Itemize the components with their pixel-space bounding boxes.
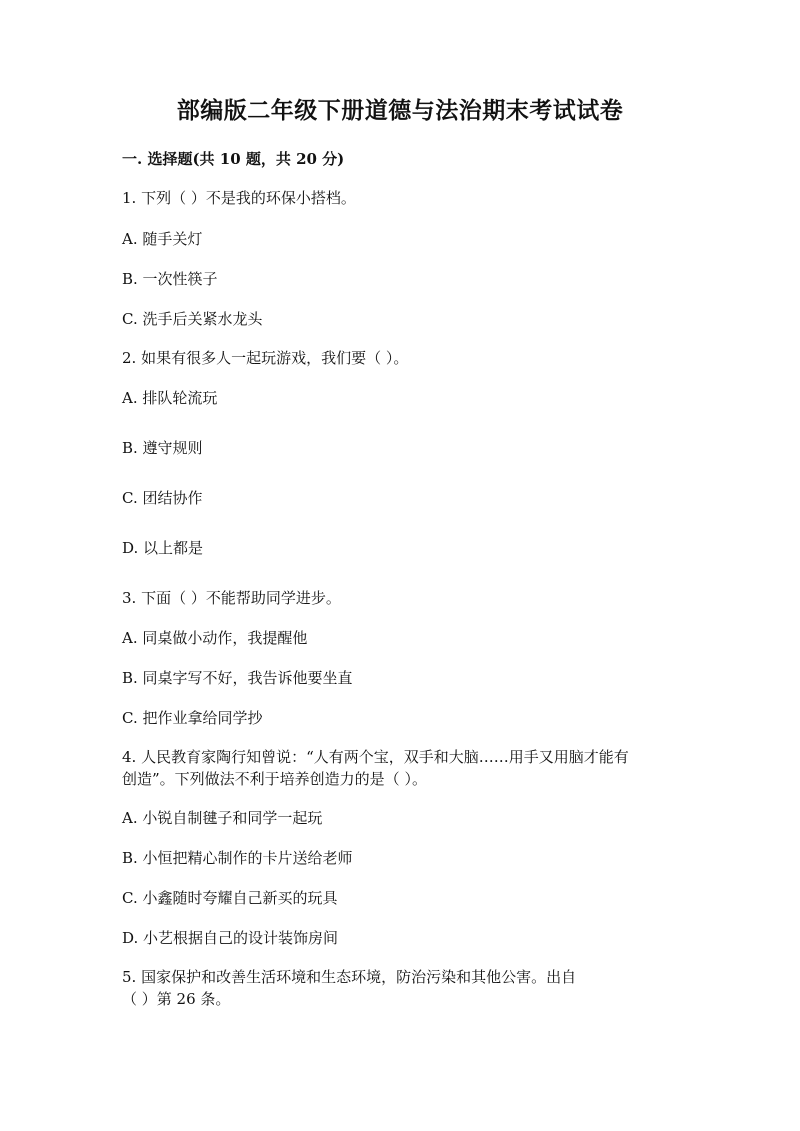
question-5-stem-line-2: （ ）第 26 条。: [122, 990, 231, 1008]
question-4-option-c: C. 小鑫随时夸耀自己新买的玩具: [122, 889, 338, 907]
question-2-option-c: C. 团结协作: [122, 489, 203, 507]
question-2-option-b: B. 遵守规则: [122, 439, 203, 457]
question-2-option-a: A. 排队轮流玩: [122, 389, 218, 407]
question-3-option-c: C. 把作业拿给同学抄: [122, 709, 263, 727]
question-1-option-a: A. 随手关灯: [122, 230, 203, 248]
page-title: 部编版二年级下册道德与法治期末考试试卷: [176, 97, 624, 124]
question-1-option-c: C. 洗手后关紧水龙头: [122, 310, 263, 328]
question-4-stem-line-2: 创造”。下列做法不利于培养创造力的是（ ）。: [122, 770, 427, 788]
question-4-option-d: D. 小艺根据自己的设计装饰房间: [122, 929, 339, 947]
question-3-stem: 3. 下面（ ）不能帮助同学进步。: [122, 589, 341, 607]
question-4-stem-line-1: 4. 人民教育家陶行知曾说：“人有两个宝，双手和大脑……用手又用脑才能有: [122, 748, 629, 766]
question-2-option-d: D. 以上都是: [122, 539, 204, 557]
question-2-stem: 2. 如果有很多人一起玩游戏，我们要（ ）。: [122, 349, 409, 367]
question-5-stem-line-1: 5. 国家保护和改善生活环境和生态环境，防治污染和其他公害。出自: [122, 968, 577, 986]
question-4-option-b: B. 小恒把精心制作的卡片送给老师: [122, 849, 353, 867]
question-1-stem: 1. 下列（ ）不是我的环保小搭档。: [122, 189, 356, 207]
section-heading: 一. 选择题(共 10 题，共 20 分): [122, 150, 345, 168]
question-1-option-b: B. 一次性筷子: [122, 270, 218, 288]
question-3-option-b: B. 同桌字写不好，我告诉他要坐直: [122, 669, 353, 687]
question-4-option-a: A. 小锐自制毽子和同学一起玩: [122, 809, 323, 827]
question-3-option-a: A. 同桌做小动作，我提醒他: [122, 629, 308, 647]
